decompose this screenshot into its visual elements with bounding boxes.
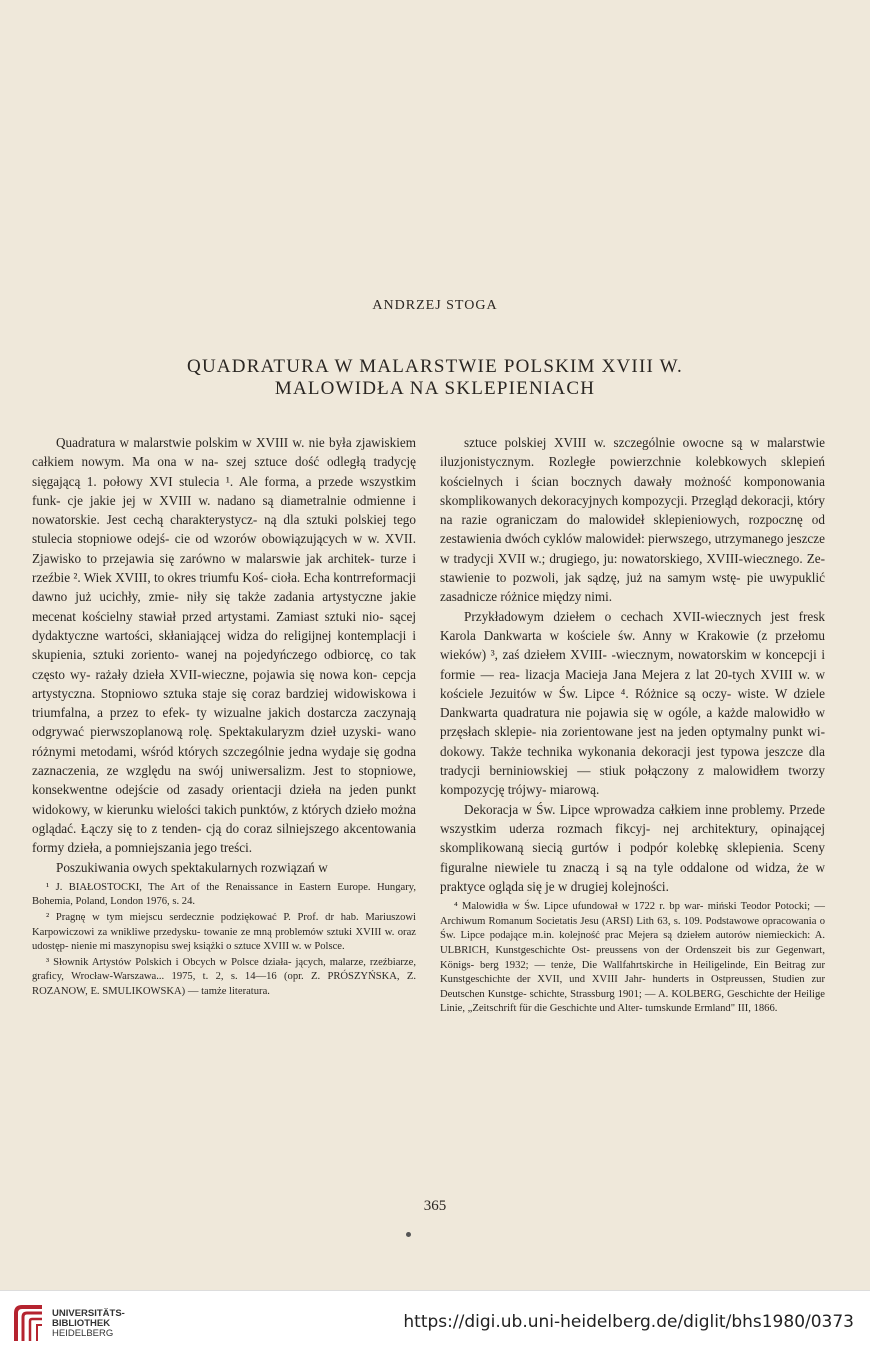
right-column — [440, 433, 825, 1018]
library-name-line-3: HEIDELBERG — [52, 1328, 114, 1339]
paragraph: Quadratura w malarstwie polskim w XVIII w. nie była zjawiskiem całkiem nowym. Ma ona w na- szej sztuce dość odległą tradycję sięgającą 1. połowy XVI stulecia ¹. Ale forma, a przede wszystkim funk- cje jakie jej w XVIII w. nadano są diametralnie odmienne i nowatorskie. Jest cechą charakterystycz- ną dla sztuki polskiej tego stulecia stopniowe odejś- cie od wzorów obowiązujących w w. XVII. Zjawisko to przejawia się zarówno w malarswie jak architek- turze i rzeźbie ². Wiek XVIII, to okres triumfu Koś- cioła. Echa kontrreformacji dawno już ucichły, zmie- niły się także zadania artystyczne jakie mecenat kościelny stawiał przed artystami. Zamiast sztuki nio- sącej dydaktyczne wartości, skłaniającej widza do religijnej kontemplacji i skupienia, sztuki zoriento- wanej na pojedyńczego odbiorcę, co tak często wy- rażały dzieła XVII-wieczne, pojawia się nowa kon- cepcja artystyczna. Stopniowo sztuka staje się coraz bardziej widowiskowa i triumfalna, a przez to efek- ty wizualne jakich dostarcza zaczynają odgrywać pierwszoplanową rolę. Spektakularyzm dzieł uzyski- wano różnymi metodami, wśród których szczególnie jedna wydaje się godna zaznaczenia, ze względu na swój uniwersalizm. Jest to stopniowe, konsekwentne odejście od zasady orientacji dzieła na jeden punkt widokowy, w kierunku wielości takich punktów, z których dzieło można oglądać. Łączy się to z tenden- cją do coraz silniejszego akcentowania formy dzieła, a pomniejszania jego treści. — [32, 435, 416, 856]
ink-dot — [406, 1232, 411, 1237]
paragraph: Dekoracja w Św. Lipce wprowadza całkiem inne problemy. Przede wszystkim uderza rozmach fikcyj- nej architektury, opinającej skomplikowaną siecią gurtów i podpór kolebkę sklepienia. Sceny figuralne niewiele tu znaczą i są na tyle oddalone od widza, że w praktyce ogląda się je w drugiej kolejności. — [440, 801, 825, 894]
page-number: 365 — [423, 1198, 447, 1214]
title-line-2: MALOWIDŁA NA SKLEPIENIACH — [274, 378, 596, 399]
paragraph: Przykładowym dziełem o cechach XVII-wiecznych jest fresk Karola Dankwarta w kościele św. Anny w Krakowie (z przełomu wieków) ³, zaś dziełem XVIII- -wiecznym, nowatorskim w koncepcji i formie — rea- lizacja Macieja Jana Mejera z lat 20-tych XVIII w. w kościele Jezuitów w Św. Lipce ⁴. Różnice są oczy- wiste. W dziele Dankwarta quadratura nie pojawia się w ogóle, a każde malowidło w przęsłach sklepie- nia zorientowane jest na jeden optymalny punkt wi- dokowy. Także technika wykonania dekoracji jest typowa jeszcze dla tradycji berniniowskiej — stiuk połączony z malowidłem tworzy kompozycję trójwy- miarową. — [440, 608, 825, 798]
footnote: ³ Słownik Artystów Polskich i Obcych w Polsce działa- jących, malarze, rzeźbiarze, graficy, Wrocław-Warszawa... 1975, t. 2, s. 14—16 (opr. Z. PRÓSZYŃSKA, Z. ROZANOW, E. SMULIKOWSKA) — tamże literatura. — [32, 956, 416, 997]
permalink-url[interactable]: https://digi.ub.uni-heidelberg.de/diglit/bhs1980/0373 — [403, 1312, 854, 1332]
footnote: ² Pragnę w tym miejscu serdecznie podziękować P. Prof. dr hab. Mariuszowi Karpowiczowi za wnikliwe przedysku- towanie ze mną problemów sztuki XVIII w. oraz udostęp- nienie mi maszynopisu swej książki o sztuce XVIII w. w Polsce. — [32, 912, 416, 953]
author-name: ANDRZEJ STOGA — [372, 298, 498, 313]
footnote: ⁴ Malowidła w Św. Lipce ufundował w 1722 r. bp war- miński Teodor Potocki; — Archiwum Romanum Societatis Jesu (ARSI) Lith 63, s. 109. Podstawowe opracowania o Św. Lipce podające m.in. kolejność prac Mejera są dziełem autorów niemieckich: A. ULBRICH, Kunstgeschichte Ost- preussens von der Ordenszeit bis zur Gegenwart, Königs- berg 1932; — tenże, Die Wallfahrtskirche in Heiligelinde, Ein Beitrag zur Kunstgeschichte der XVII, und XVIII Jahr- hunderts in Ostpreussen, Studien zur Deutschen Kunstge- schichte, Strassburg 1901; — A. KOLBERG, Geschichte der Heilige Linie, „Zeitschrift für die Geschichte und Alter- tumskunde Ermland" III, 1866. — [440, 901, 825, 1015]
footnote: ¹ J. BIAŁOSTOCKI, The Art of the Renaissance in Eastern Europe. Hungary, Bohemia, Poland, London 1976, s. 24. — [32, 881, 416, 908]
library-name-line-2: BIBLIOTHEK — [52, 1318, 111, 1329]
footnotes — [32, 881, 416, 1000]
paragraph: sztuce polskiej XVIII w. szczególnie owocne są w malarstwie iluzjonistycznym. Rozległe powierzchnie kolebkowych sklepień kościelnych i ścian bocznych dawały możność komponowania skomplikowanych dekoracyjnych kompozycji. Przegląd dekoracji, który na razie ograniczam do malowideł sklepieniowych, rozpocznę od zestawienia dwóch cyklów malowideł: pierwszego, utrzymanego jeszcze w tradycji XVII w.; drugiego, ju: nowatorskiego, XVIII-wiecznego. Ze- stawienie to pozwoli, jak sądzę, już na samym wstę- pie uwypuklić zasadnicze różnice między nimi. — [440, 435, 825, 605]
library-logo-icon[interactable] — [10, 1303, 48, 1345]
library-name-line-1: UNIVERSITÄTS- — [52, 1308, 125, 1319]
library-footer — [0, 1290, 870, 1358]
library-name — [52, 1309, 125, 1339]
article-title — [0, 356, 870, 400]
paragraph: Poszukiwania owych spektakularnych rozwiązań w — [56, 859, 328, 875]
left-column — [32, 433, 416, 1001]
title-line-1: QUADRATURA W MALARSTWIE POLSKIM XVIII W. — [187, 356, 683, 377]
footnotes — [440, 900, 825, 1017]
